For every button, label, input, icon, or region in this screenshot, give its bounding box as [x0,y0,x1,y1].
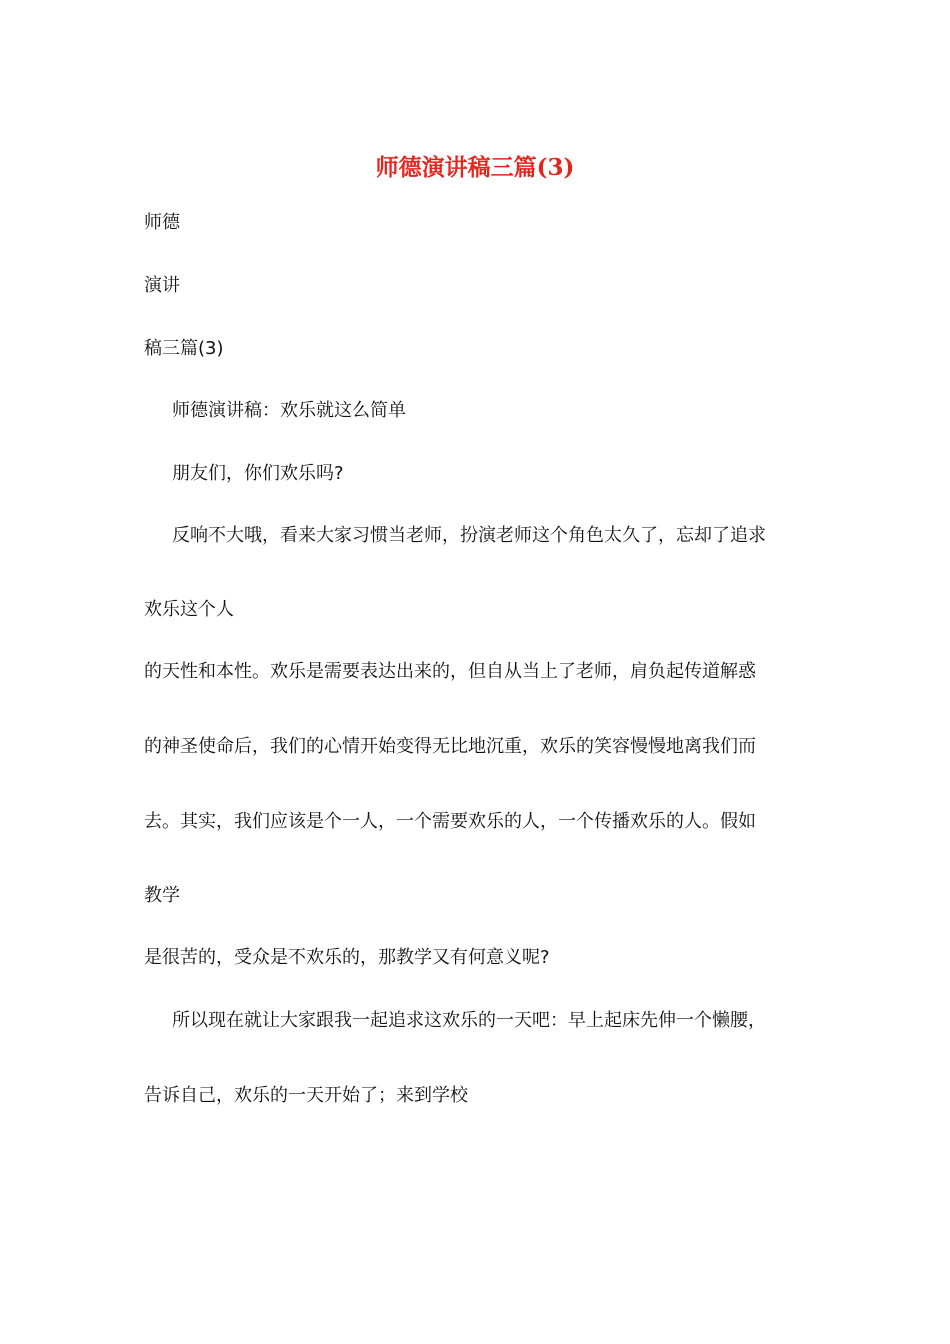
text-line: 师德 [144,212,180,233]
text-line: 反响不大哦，看来大家习惯当老师，扮演老师这个角色太久了，忘却了追求 [172,525,766,546]
text-line: 的神圣使命后，我们的心情开始变得无比地沉重，欢乐的笑容慢慢地离我们而 [144,736,756,757]
text-line: 所以现在就让大家跟我一起追求这欢乐的一天吧：早上起床先伸一个懒腰， [172,1010,766,1031]
text-line: 稿三篇(3) [144,338,224,359]
document-title: 师德演讲稿三篇(3) [375,154,575,181]
text-line: 是很苦的，受众是不欢乐的，那教学又有何意义呢? [144,947,550,968]
text-line: 师德演讲稿：欢乐就这么简单 [172,400,406,421]
text-line: 欢乐这个人 [144,599,234,620]
text-line: 去。其实，我们应该是个一人，一个需要欢乐的人，一个传播欢乐的人。假如 [144,811,756,832]
text-line: 朋友们，你们欢乐吗? [172,463,344,484]
text-line: 演讲 [144,275,180,296]
text-line: 的天性和本性。欢乐是需要表达出来的，但自从当上了老师，肩负起传道解惑 [144,661,756,682]
text-line: 告诉自己，欢乐的一天开始了；来到学校 [144,1085,468,1106]
text-line: 教学 [144,885,180,906]
